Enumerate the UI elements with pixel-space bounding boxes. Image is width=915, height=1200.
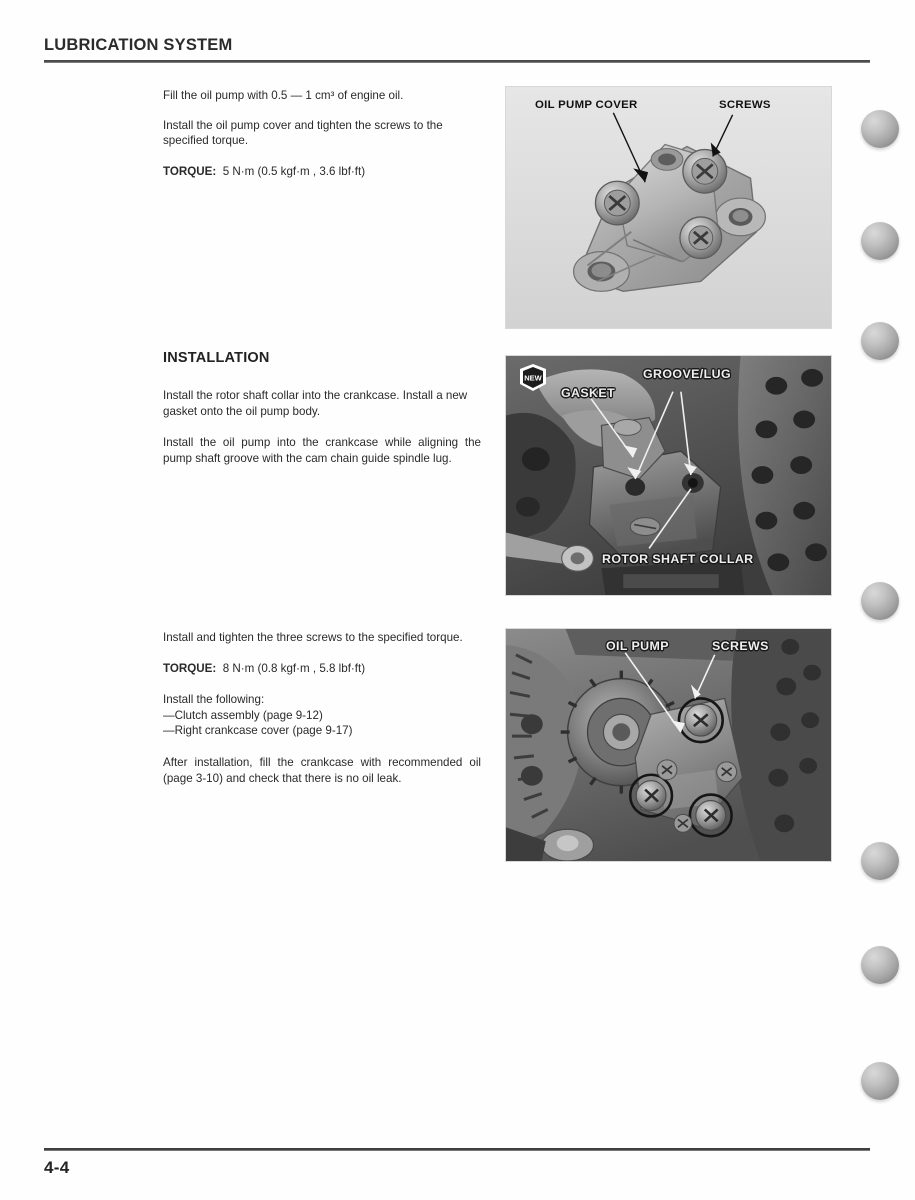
fill-oil-pump-paragraph: Fill the oil pump with 0.5 — 1 cm³ of engine oil. (163, 89, 404, 102)
rotor-collar-paragraph: Install the rotor shaft collar into the crankcase. Install a new gasket onto the oil pump body. (163, 389, 468, 418)
margin-mark-2 (861, 222, 899, 260)
new-badge-hexagon-icon (516, 362, 550, 394)
margin-mark-1 (861, 110, 899, 148)
callout-screws-two: SCREWS (712, 639, 769, 653)
pump-alignment-paragraph: Install the oil pump into the crankcase while aligning the pump shaft groove with the cam chain guide spindle lug. (163, 436, 481, 465)
page-header-title: LUBRICATION SYSTEM (44, 36, 233, 54)
install-list-item-clutch: —Clutch assembly (page 9-12) (163, 708, 323, 722)
torque-label-two: TORQUE: (163, 661, 217, 675)
oil-pump-cover-illustration (506, 87, 831, 328)
margin-mark-3 (861, 322, 899, 360)
tighten-screws-paragraph: Install and tighten the three screws to the specified torque. (163, 631, 463, 644)
margin-mark-7 (861, 1062, 899, 1100)
callout-rotor-shaft-collar: ROTOR SHAFT COLLAR (602, 552, 754, 566)
header-divider (44, 60, 870, 63)
screw-circled-upper-graphic (679, 698, 723, 742)
oil-pump-cover-photo (505, 86, 832, 329)
margin-mark-4 (861, 582, 899, 620)
footer-divider (44, 1148, 870, 1151)
torque-spec-one (163, 164, 481, 180)
torque-label-one: TORQUE: (163, 164, 217, 178)
callout-screws-one: SCREWS (719, 99, 771, 111)
torque-spec-two (163, 661, 481, 677)
install-following-label: Install the following: (163, 693, 265, 707)
install-cover-paragraph: Install the oil pump cover and tighten the screws to the specified torque. (163, 118, 443, 148)
margin-mark-6 (861, 946, 899, 984)
screw-circled-left-graphic (630, 775, 672, 817)
screw-upper-right-graphic (683, 149, 727, 193)
screw-left-graphic (595, 181, 639, 225)
install-list-item-crankcase-cover: —Right crankcase cover (page 9-17) (163, 724, 353, 738)
callout-oil-pump: OIL PUMP (606, 639, 669, 653)
callout-gasket: GASKET (561, 386, 616, 400)
margin-mark-5 (861, 842, 899, 880)
new-badge-text: NEW (524, 373, 542, 383)
new-part-badge-icon (516, 362, 550, 394)
installation-heading: INSTALLATION (163, 350, 270, 366)
text-block-two (163, 350, 481, 466)
callout-oil-pump-cover: OIL PUMP COVER (535, 99, 638, 111)
oil-pump-installation-photo (505, 355, 832, 596)
screw-lower-graphic (680, 217, 722, 259)
torque-value-one: 5 N·m (0.5 kgf·m , 3.6 lbf·ft) (222, 164, 366, 178)
text-block-one (163, 88, 481, 179)
callout-groove-lug: GROOVE/LUG (643, 367, 731, 381)
oil-pump-screws-photo (505, 628, 832, 862)
text-block-three (163, 630, 481, 786)
page-number: 4-4 (44, 1158, 70, 1177)
screw-circled-lower-graphic (690, 795, 732, 837)
oil-pump-screws-illustration (506, 629, 831, 861)
after-installation-paragraph: After installation, fill the crankcase with recommended oil (page 3-10) and check that there is no oil leak. (163, 755, 481, 785)
torque-value-two: 8 N·m (0.8 kgf·m , 5.8 lbf·ft) (222, 661, 366, 675)
